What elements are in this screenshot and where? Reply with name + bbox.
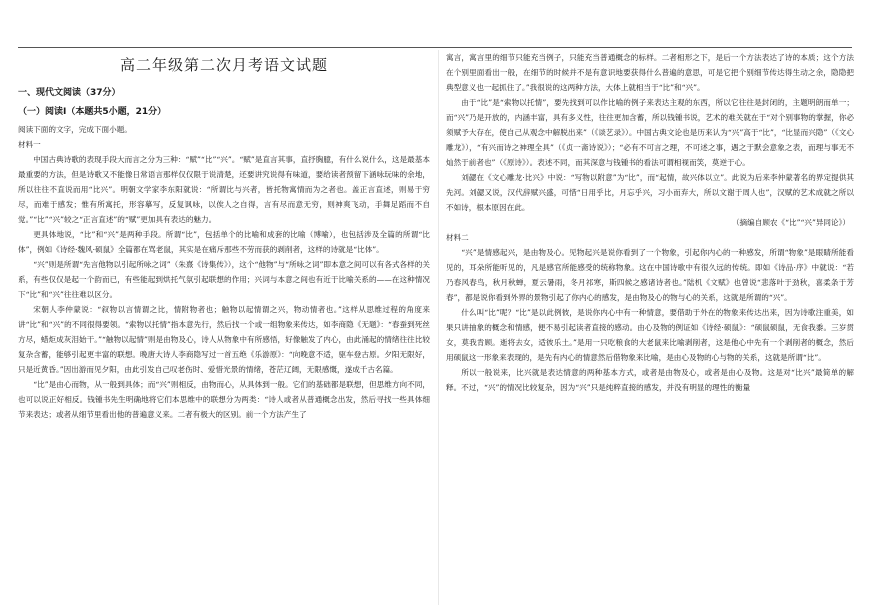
paragraph: 中国古典诗歌的表现手段大而言之分为三种：“赋”“比”“兴”。“赋”是直言其事，直抒胸臆，有什么说什么，这是最基本最重要的方法，但是诗歌又不能像日常语言那样仅仅限于说清楚，还要讲究说得有味道，要给读者预留下涵咏玩味的余地，所以往往不直说而用“比兴”。明朝文学家李东阳就说：“所谓比与兴者，皆托物寓情而为之者也。盖正言直述，则易于穷尽，而难于感发；惟有所寓托，形容摹写，反复讽咏，以俟人之自得，言有尽而意无穷，则神爽飞动，手舞足蹈而不自觉。”“比”“兴”较之“正言直述”的“赋”更加具有表达的魅力。 <box>18 155 430 224</box>
material-label-1: 材料一 <box>18 140 41 149</box>
source-citation: （摘编自顾农《“比”“兴”异同论》） <box>731 218 850 227</box>
paragraph: 宋朝人李仲蒙说：“叙物以言情谓之比，情附物者也；触物以起情谓之兴，物动情者也。”这样从思维过程的角度来讲“比”和“兴”的不同很得要领。“索物以托情”指本意先行，然后找一个或一组物象来传达，如李商隐《无题》：“春蚕到死丝方尽，蜡炬成灰泪始干。”“触物以起情”则是由物及心，诗人从物象中有所感悟，好像触发了内心，由此涌起的情绪往往比较复杂含蓄，能够引起更丰富的联想。晚唐大诗人李商隐写过一首五绝《乐游原》：“向晚意不适，驱车登古原。夕阳无限好，只是近黄昏。”因出游而见夕阳，由此引发自己叹老伤时、爱惜光景的情绪，苍茫辽阔，无限感慨，遂成千古名篇。 <box>18 305 430 374</box>
right-column <box>446 50 854 610</box>
paragraph: “兴”则是所谓“先言他物以引起所咏之词”（朱熹《诗集传》），这个“他物”与“所咏之词”即本意之间可以有各式各样的关系，有些仅仅是起一个韵而已，有些能起到烘托气氛引起联想的作用；兴词与本意之间也有近于比喻关系的——在这种情况下“比”和“兴”往往难以区分。 <box>18 260 430 299</box>
paragraph: 寓言，寓言里的细节只能充当例子，只能充当普通概念的标样。二者相形之下，是后一个方法表达了诗的本质；这个方法在个别里面看出一般，在细节的时候并不是有意识地要获得什么普遍的意思，可是它把个别细节传达得生动之余，隐隐把典型意义也一起抓住了。”我很说的这两种方法，大体上就相当于“比”和“兴”。 <box>446 53 854 92</box>
paragraph: 什么叫“比”呢？“比”是以此例彼，是说你内心中有一种情意，要借助于外在的物象来传达出来，因为诗歌注重美，如果只讲抽象的概念和情感，便不易引起读者直接的感动。由心及物的例证如《诗经·硕鼠》：“硕鼠硕鼠，无食我黍。三岁贯女，莫我肯顾。逝将去女，适彼乐土。”是用一只吃粮食的大老鼠来比喻剥削者，这是他心中先有一个剥削者的概念，然后用硕鼠这一形象来表现的，是先有内心的情意然后借物象来比喻，是由心及物的心与物的关系，这就是所谓“比”。 <box>446 308 854 362</box>
paragraph: 更具体地说，“比”和“兴”是两种手段。所谓“比”，包括单个的比喻和成套的比喻（博喻），也包括涉及全篇的所谓“比体”，例如《诗经·魏风·硕鼠》全篇都在骂老鼠，其实是在痛斥那些不劳而获的剥削者，这样的诗就是“比体”。 <box>18 230 430 254</box>
paragraph: “比”是由心而物，从一般到具体；而“兴”则相反，由物而心，从具体到一般。它们的基础都是联想，但思维方向不同，也可以说正好相反。钱锺书先生明确地将它们本思维中的联想分为两类：“诗人或者从普通概念出发，然后寻找一些具体细节来表达；或者从细节里看出他的普遍意义来。二者有极大的区别。前一个方法产生了 <box>18 380 430 419</box>
paragraph: “兴”是情感起兴，是由物及心。见物起兴是说你看到了一个物象，引起你内心的一种感发，所谓“物象”是眼睛所能看见的，耳朵所能听见的，凡是感官所能感受的统称物象。这在中国诗歌中有很久远的传统。即如《诗品·序》中就说：“若乃春风春鸟，秋月秋蝉，夏云暑雨，冬月祁寒，斯四候之感诸诗者也。”陆机《文赋》也曾说“悲落叶于劲秋，喜柔条于芳春”，都是说你看到外界的景物引起了你内心的感发，是由物及心的物与心的关系，这就是所谓的“兴”。 <box>446 248 854 302</box>
paragraph: 所以一般说来，比兴就是表达情意的两种基本方式，或者是由物及心，或者是由心及物。这是对“比兴”最简单的解释。不过，“兴”的情况比较复杂，因为“兴”只是纯粹直接的感发，并没有明显的理性的衡量 <box>446 368 854 392</box>
exam-title: 高二年级第二次月考语文试题 <box>119 56 328 74</box>
subsection-heading: （一）阅读Ⅰ（本题共5小题，21分） <box>18 107 167 117</box>
material-label-2: 材料二 <box>446 233 469 242</box>
column-divider <box>438 50 439 605</box>
header-rule <box>18 47 852 48</box>
left-column <box>18 50 430 610</box>
instruction-text: 阅读下面的文字，完成下面小题。 <box>18 125 132 134</box>
paragraph: 由于“比”是“索物以托情”，要先找到可以作比喻的例子来表达主观的东西，所以它往往是封闭的，主题明朗而单一；而“兴”乃是开放的，内涵丰富，具有多义性，往往更加含蓄，所以钱锺书说，艺术的难关就在于“对个别事物的掌握，你必须赋予大存在，使自己从观念中解脱出来”（《谈艺录》）。中国古典文论也是历来认为“兴”高于“比”，“比显而兴隐”（《文心雕龙》），“有兴而诗之神理全具”（《贞一斋诗说》）；“必有不可言之理，不可述之事，遇之于默会意象之表，而理与事无不灿然于前者也”（《原诗》）。表述不同，而其深意与钱锺书的看法可谓相视而笑，莫逆于心。 <box>446 98 854 167</box>
section-heading: 一、现代文阅读（37分） <box>18 88 121 98</box>
paragraph: 刘勰在《文心雕龙·比兴》中说：“写物以附意”为“比”，而“起情，故兴体以立”。此说为后来李仲蒙著名的界定提供其先河。刘勰又说，汉代辞赋兴盛，可惜“日用乎比，月忘乎兴，习小而弃大，所以文谢于周人也”，汉赋的艺术成就之所以不如诗，根本原因在此。 <box>446 173 854 212</box>
